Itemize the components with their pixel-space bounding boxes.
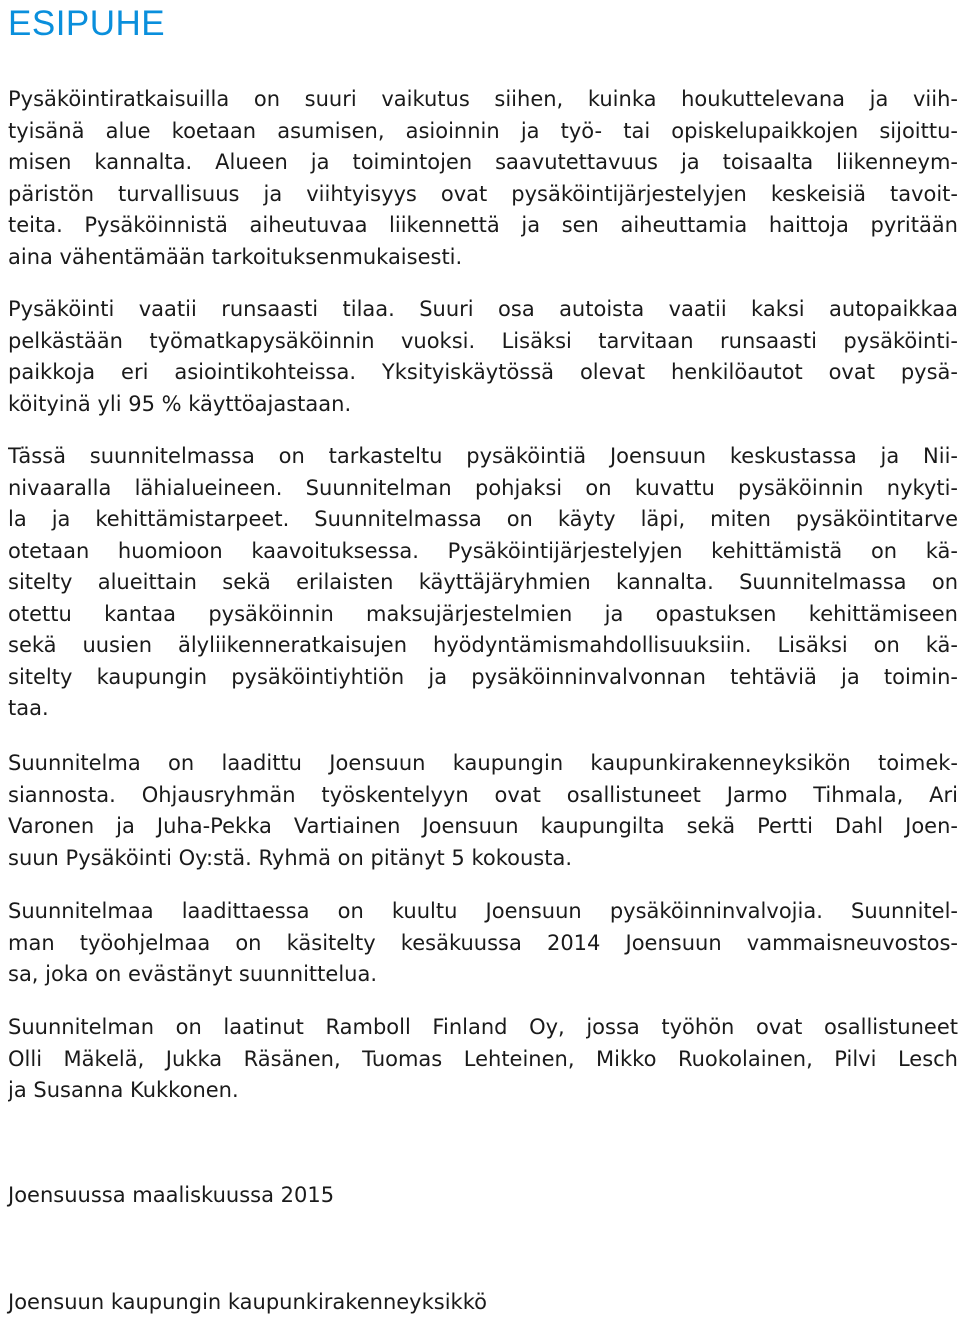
text-line: nivaaralla lähialueineen. Suunnitelman pohjaksi on kuvattu pysäköinnin nykyti-: [8, 475, 958, 500]
text-line: sekä uusien älyliikenneratkaisujen hyödyntämismahdollisuuksiin. Lisäksi on kä-: [8, 633, 958, 657]
text-line: ja Susanna Kukkonen.: [8, 1078, 239, 1102]
text-line: suun Pysäköinti Oy:stä. Ryhmä on pitänyt 5 kokousta.: [8, 845, 573, 870]
text-line: siannosta. Ohjausryhmän työskentelyyn ovat osallistuneet Jarmo Tihmala, Ari: [8, 782, 958, 807]
text-line: sitelty kaupungin pysäköintiyhtiön ja pysäköinninvalvonnan tehtäviä ja toimin-: [8, 664, 958, 689]
text-line: paikkoja eri asiointikohteissa. Yksityiskäytössä olevat henkilöautot ovat pysä-: [8, 360, 958, 384]
signature: Joensuun kaupungin kaupunkirakenneyksikkö: [8, 1290, 487, 1314]
text-line: taa.: [8, 696, 49, 720]
paragraph-authors: [8, 1012, 958, 1107]
paragraph-consultation: [8, 896, 958, 991]
text-line: pelkästään työmatkapysäköinnin vuoksi. Lisäksi tarvitaan runsaasti pysäköinti-: [8, 328, 958, 353]
text-line: Olli Mäkelä, Jukka Räsänen, Tuomas Lehteinen, Mikko Ruokolainen, Pilvi Lesch: [8, 1046, 958, 1071]
place-date: Joensuussa maaliskuussa 2015: [8, 1183, 335, 1207]
text-line: otetaan huomioon kaavoituksessa. Pysäköintijärjestelyjen kehittämistä on kä-: [8, 538, 958, 563]
text-line: Tässä suunnitelmassa on tarkasteltu pysäköintiä Joensuun keskustassa ja Nii-: [8, 444, 958, 468]
paragraph-space: [8, 294, 958, 420]
text-line: la ja kehittämistarpeet. Suunnitelmassa on käyty läpi, miten pysäköintitarve: [8, 507, 958, 531]
text-line: köityinä yli 95 % käyttöajastaan.: [8, 391, 352, 416]
text-line: Suunnitelman on laatinut Ramboll Finland Oy, jossa työhön ovat osallistuneet: [8, 1015, 958, 1039]
text-line: sitelty alueittain sekä erilaisten käyttäjäryhmien kannalta. Suunnitelmassa on: [8, 570, 958, 594]
text-line: misen kannalta. Alueen ja toimintojen saavutettavuus ja toisaalta liikenneym-: [8, 150, 958, 174]
text-line: päristön turvallisuus ja viihtyisyys ovat pysäköintijärjestelyjen keskeisiä tavoit-: [8, 181, 958, 206]
text-line: Pysäköinti vaatii runsaasti tilaa. Suuri osa autoista vaatii kaksi autopaikkaa: [8, 297, 958, 321]
text-line: Suunnitelma on laadittu Joensuun kaupungin kaupunkirakenneyksikön toimek-: [8, 751, 958, 775]
page-title: ESIPUHE: [8, 4, 166, 43]
text-line: teita. Pysäköinnistä aiheutuvaa liikennettä ja sen aiheuttamia haittoja pyritään: [8, 213, 958, 237]
text-line: man työohjelmaa on käsitelty kesäkuussa 2014 Joensuun vammaisneuvostos-: [8, 930, 958, 955]
text-line: otettu kantaa pysäköinnin maksujärjestelmien ja opastuksen kehittämiseen: [8, 601, 958, 626]
paragraph-steering-group: [8, 748, 958, 874]
text-line: tyisänä alue koetaan asumisen, asioinnin ja työ- tai opiskelupaikkojen sijoittu-: [8, 118, 958, 143]
text-line: sa, joka on evästänyt suunnittelua.: [8, 962, 378, 986]
text-line: Pysäköintiratkaisuilla on suuri vaikutus siihen, kuinka houkuttelevana ja viih-: [8, 87, 958, 111]
paragraph-scope: [8, 441, 958, 725]
text-line: aina vähentämään tarkoituksenmukaisesti.: [8, 244, 463, 269]
text-line: Suunnitelmaa laadittaessa on kuultu Joensuun pysäköinninvalvojia. Suunnitel-: [8, 899, 958, 923]
text-line: Varonen ja Juha-Pekka Vartiainen Joensuun kaupungilta sekä Pertti Dahl Joen-: [8, 814, 958, 838]
paragraph-intro: [8, 84, 958, 273]
